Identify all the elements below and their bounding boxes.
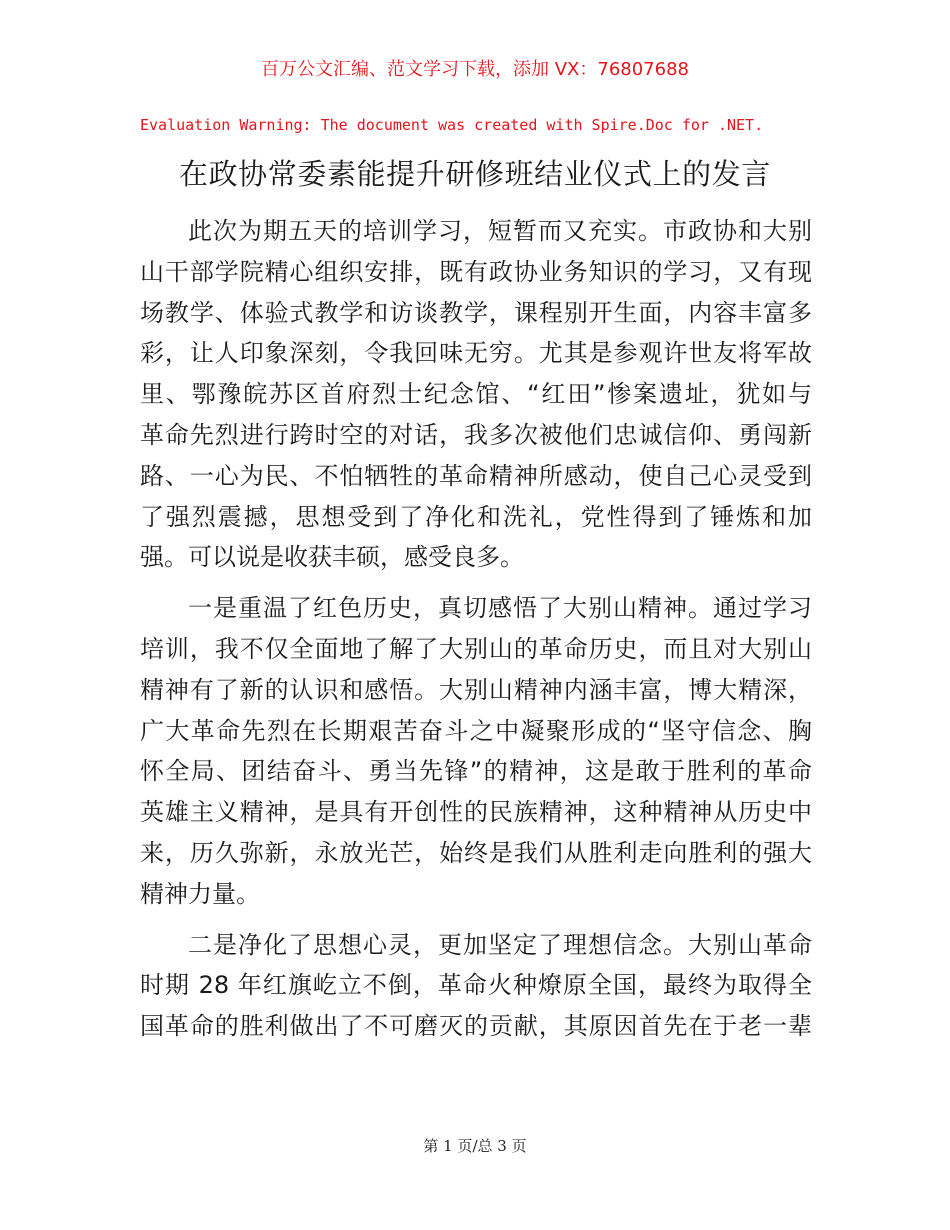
text-line: 革命先烈进行跨时空的对话，我多次被他们忠诚信仰、勇闯新 (140, 420, 812, 449)
text-line: 国革命的胜利做出了不可磨灭的贡献，其原因首先在于老一辈 (140, 1012, 812, 1041)
document-title: 在政协常委素能提升研修班结业仪式上的发言 (178, 157, 771, 191)
text-line: 二是净化了思想心灵，更加坚定了理想信念。大别山革命 (188, 930, 812, 959)
text-line: 怀全局、团结奋斗、勇当先锋”的精神，这是敢于胜利的革命 (140, 757, 812, 786)
text-line: 此次为期五天的培训学习，短暂而又充实。市政协和大别 (188, 217, 812, 245)
promo-banner: 百万公文汇编、范文学习下载，添加 VX：76807688 (261, 59, 689, 80)
evaluation-warning: Evaluation Warning: The document was created with Spire.Doc for .NET. (140, 116, 764, 134)
text-line: 了强烈震撼，思想受到了净化和洗礼，党性得到了锤炼和加 (140, 502, 812, 531)
text-line: 路、一心为民、不怕牺牲的革命精神所感动，使自己心灵受到 (140, 461, 812, 490)
text-line: 培训，我不仅全面地了解了大别山的革命历史，而且对大别山 (140, 634, 812, 663)
text-line: 山干部学院精心组织安排，既有政协业务知识的学习，又有现 (140, 257, 812, 286)
text-line: 一是重温了红色历史，真切感悟了大别山精神。通过学习 (188, 594, 812, 623)
text-line: 广大革命先烈在长期艰苦奋斗之中凝聚形成的“坚守信念、胸 (140, 716, 812, 745)
text-line: 英雄主义精神，是具有开创性的民族精神，这种精神从历史中 (140, 798, 812, 827)
text-line: 里、鄂豫皖苏区首府烈士纪念馆、“红田”惨案遗址，犹如与 (140, 380, 812, 409)
text-line: 时期 28 年红旗屹立不倒，革命火种燎原全国，最终为取得全 (140, 971, 812, 1000)
document-body (140, 211, 812, 1047)
text-line: 精神有了新的认识和感悟。大别山精神内涵丰富，博大精深， (140, 675, 812, 704)
text-line: 场教学、体验式教学和访谈教学，课程别开生面，内容丰富多 (140, 298, 812, 327)
text-line: 来，历久弥新，永放光芒，始终是我们从胜利走向胜利的强大 (140, 838, 812, 867)
text-line: 精神力量。 (140, 879, 260, 908)
text-line: 强。可以说是收获丰硕，感受良多。 (140, 543, 524, 572)
text-line: 彩，让人印象深刻，令我回味无穷。尤其是参观许世友将军故 (140, 339, 812, 368)
paragraph-3 (140, 925, 812, 1047)
paragraph-1 (140, 211, 812, 578)
page-number: 第 1 页/总 3 页 (423, 1137, 527, 1155)
paragraph-2 (140, 588, 812, 914)
